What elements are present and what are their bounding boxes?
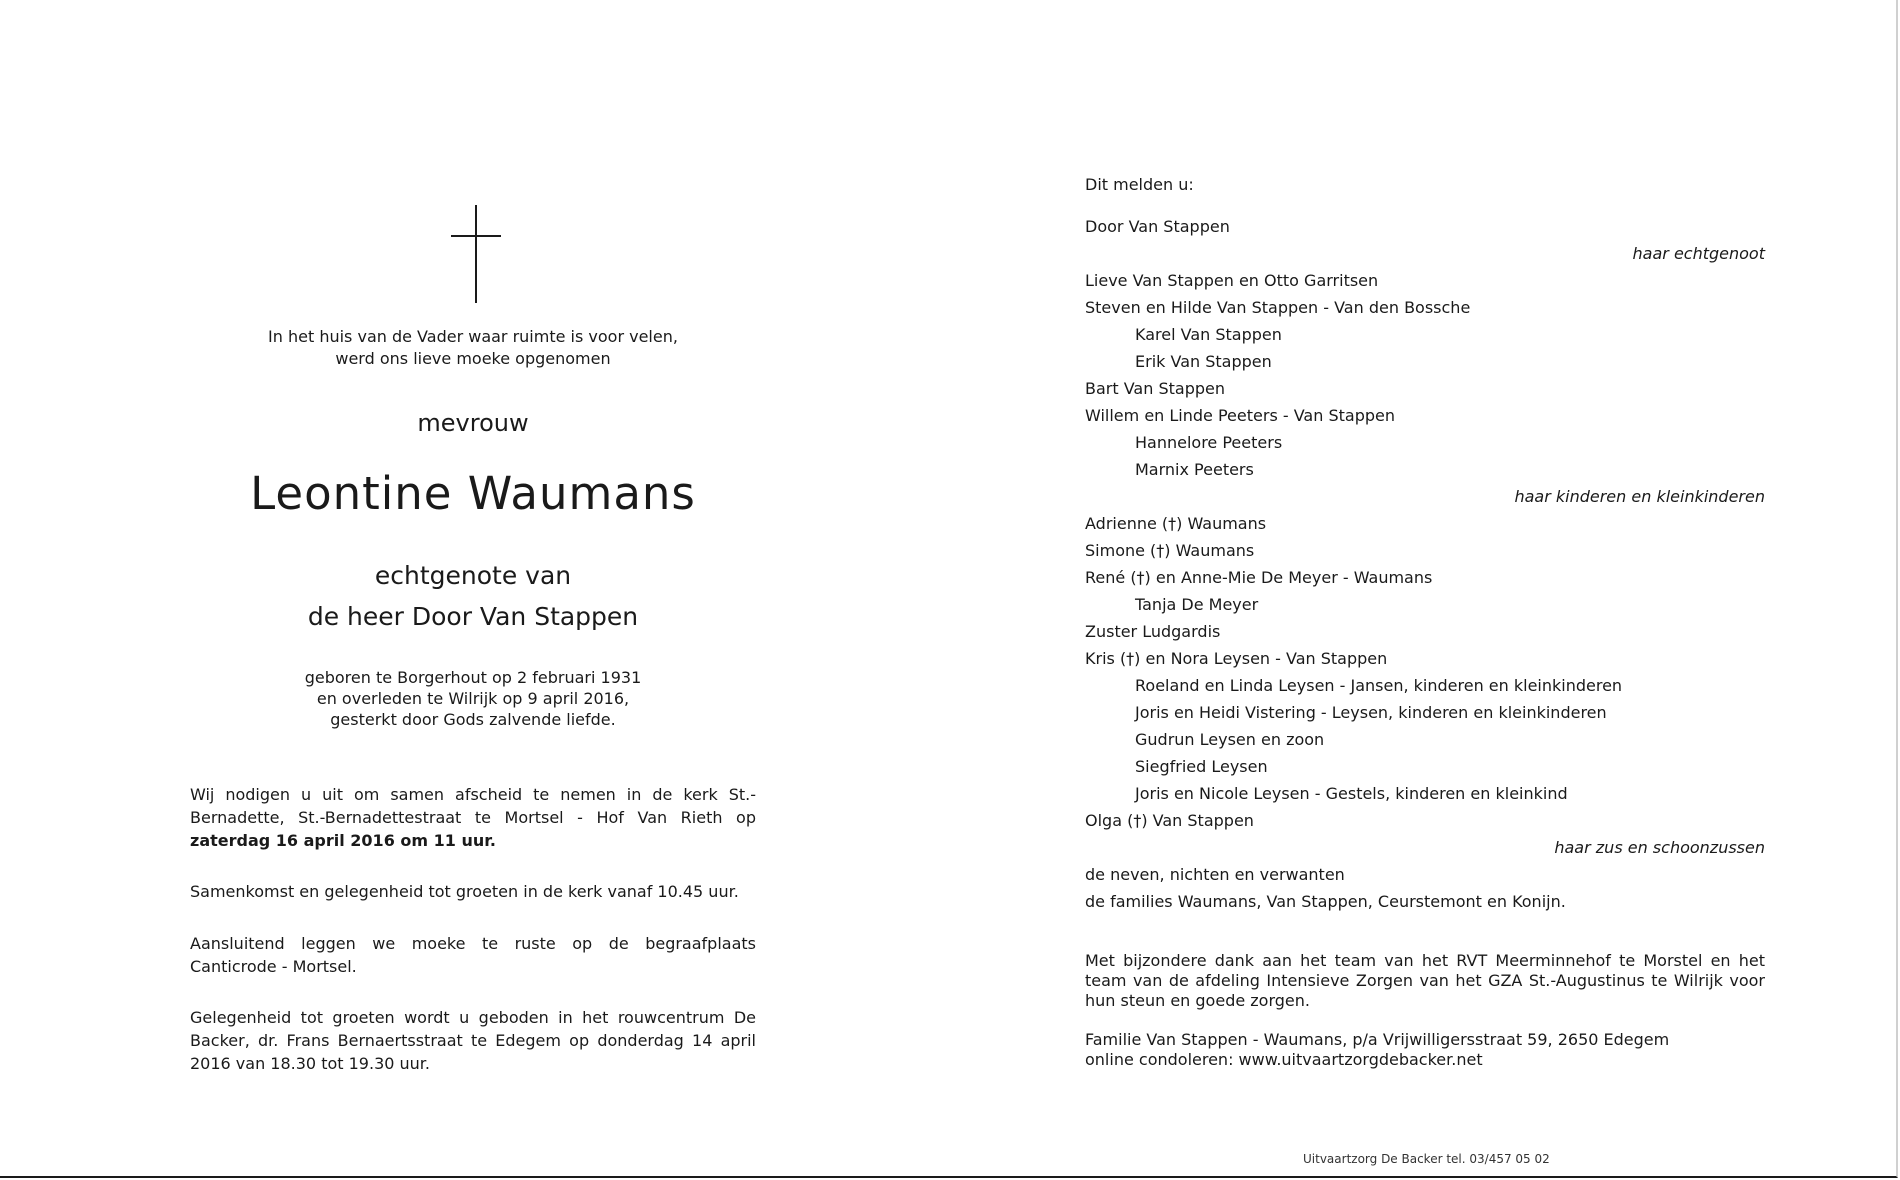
dates-block (190, 667, 756, 730)
invitation-text: Wij nodigen u uit om samen afscheid te nemen in de kerk St.-Bernadette, St.-Bernadettestraat te Mortsel - Hof Van Rieth op (190, 785, 756, 827)
intro-line-2: werd ons lieve moeke opgenomen (335, 349, 611, 368)
family-member: de neven, nichten en verwanten (1085, 865, 1345, 884)
family-list (1085, 213, 1765, 915)
funeral-home-footer: Uitvaartzorg De Backer tel. 03/457 05 02 (1303, 1152, 1550, 1166)
family-member: Lieve Van Stappen en Otto Garritsen (1085, 271, 1379, 290)
family-member: Karel Van Stappen (1135, 325, 1282, 344)
invitation-date: zaterdag 16 april 2016 om 11 uur. (190, 831, 496, 850)
family-member: Hannelore Peeters (1135, 433, 1283, 452)
spouse-block (190, 555, 756, 637)
visitation-paragraph: Gelegenheid tot groeten wordt u geboden in het rouwcentrum De Backer, dr. Frans Bernaertsstraat te Edegem op donderdag 14 april 2016 van 18.30 tot 19.30 uur. (190, 1008, 756, 1073)
family-member: Joris en Nicole Leysen - Gestels, kinderen en kleinkind (1135, 784, 1568, 803)
cross-icon (451, 205, 501, 303)
intro-text (190, 326, 756, 370)
family-member: Erik Van Stappen (1135, 352, 1272, 371)
family-member: Joris en Heidi Vistering - Leysen, kinderen en kleinkinderen (1135, 703, 1607, 722)
family-member: Kris (†) en Nora Leysen - Van Stappen (1085, 649, 1388, 668)
family-member: Adrienne (†) Waumans (1085, 514, 1267, 533)
family-member: Tanja De Meyer (1135, 595, 1259, 614)
family-member: Gudrun Leysen en zoon (1135, 730, 1325, 749)
contact-block (1085, 1030, 1765, 1070)
burial-paragraph: Aansluitend leggen we moeke te ruste op de begraafplaats Canticrode - Mortsel. (190, 934, 756, 976)
family-member: Roeland en Linda Leysen - Jansen, kinderen en kleinkinderen (1135, 676, 1623, 695)
honorific: mevrouw (417, 409, 529, 437)
intro-line-1: In het huis van de Vader waar ruimte is voor velen, (268, 327, 678, 346)
family-member: Marnix Peeters (1135, 460, 1254, 479)
contact-address: Familie Van Stappen - Waumans, p/a Vrijwilligersstraat 59, 2650 Edegem (1085, 1030, 1670, 1049)
family-member: Bart Van Stappen (1085, 379, 1225, 398)
dates-line-3: gesterkt door Gods zalvende liefde. (330, 710, 616, 729)
family-announcement (1085, 171, 1765, 915)
thanks-paragraph: Met bijzondere dank aan het team van het RVT Meerminnehof te Morstel en het team van de afdeling Intensieve Zorgen van het GZA St.-Augustinus te Wilrijk voor hun steun en goede zorgen. (1085, 951, 1765, 1010)
announcement-header: Dit melden u: (1085, 175, 1194, 194)
family-member: Olga (†) Van Stappen (1085, 811, 1254, 830)
family-member: René (†) en Anne-Mie De Meyer - Waumans (1085, 568, 1433, 587)
spouse-line-2: de heer Door Van Stappen (307, 602, 639, 631)
family-member: Siegfried Leysen (1135, 757, 1268, 776)
family-member: Zuster Ludgardis (1085, 622, 1221, 641)
family-member: Door Van Stappen (1085, 217, 1230, 236)
relation-label: haar echtgenoot (1632, 244, 1765, 263)
dates-line-1: geboren te Borgerhout op 2 februari 1931 (304, 668, 642, 687)
family-member: Willem en Linde Peeters - Van Stappen (1085, 406, 1395, 425)
gathering-paragraph: Samenkomst en gelegenheid tot groeten in de kerk vanaf 10.45 uur. (190, 882, 739, 901)
family-member: de families Waumans, Van Stappen, Ceurstemont en Konijn. (1085, 892, 1566, 911)
dates-line-2: en overleden te Wilrijk op 9 april 2016, (316, 689, 630, 708)
relation-label: haar zus en schoonzussen (1554, 838, 1765, 857)
invitation-paragraph (190, 783, 756, 852)
contact-website: online condoleren: www.uitvaartzorgdebacker.net (1085, 1050, 1483, 1069)
relation-label: haar kinderen en kleinkinderen (1514, 487, 1765, 506)
family-member: Simone (†) Waumans (1085, 541, 1255, 560)
spouse-line-1: echtgenote van (374, 561, 572, 590)
deceased-name: Leontine Waumans (250, 467, 696, 520)
family-member: Steven en Hilde Van Stappen - Van den Bossche (1085, 298, 1471, 317)
